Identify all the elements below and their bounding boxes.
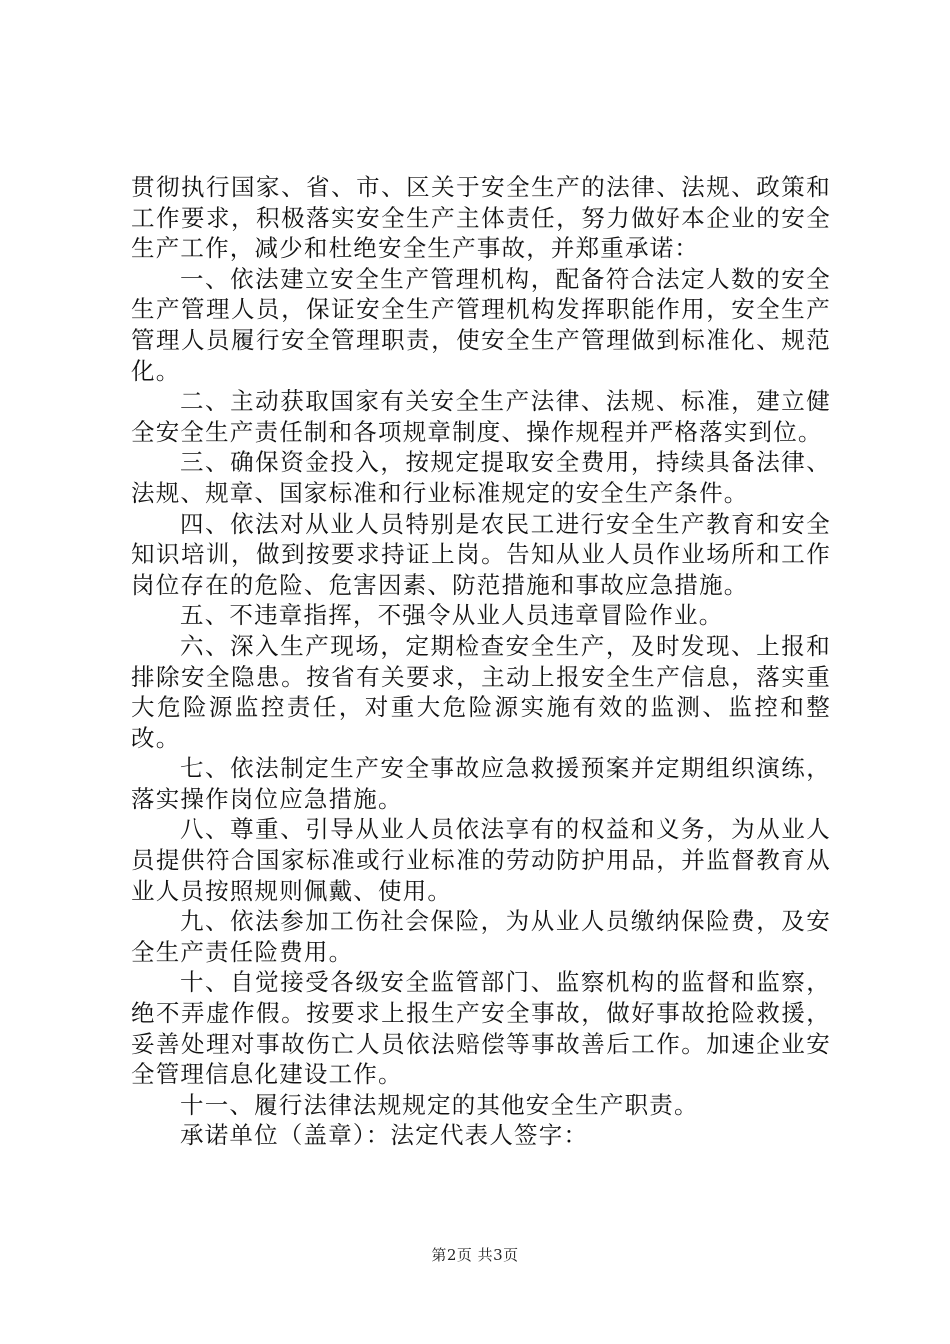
commitment-item-3: 三、确保资金投入，按规定提取安全费用，持续具备法律、法规、规章、国家标准和行业标准规定的安全生产条件。 bbox=[131, 448, 831, 507]
commitment-item-2: 二、主动获取国家有关安全生产法律、法规、标准，建立健全安全生产责任制和各项规章制度、操作规程并严格落实到位。 bbox=[131, 387, 831, 446]
commitment-item-7: 七、依法制定生产安全事故应急救援预案并定期组织演练，落实操作岗位应急措施。 bbox=[131, 754, 831, 813]
commitment-item-10: 十、自觉接受各级安全监管部门、监察机构的监督和监察，绝不弄虚作假。按要求上报生产安全事故，做好事故抢险救援，妥善处理对事故伤亡人员依法赔偿等事故善后工作。加速企业安全管理信息化建设工作。 bbox=[131, 968, 831, 1089]
commitment-item-11: 十一、履行法律法规规定的其他安全生产职责。 bbox=[180, 1090, 699, 1119]
page-footer bbox=[0, 1244, 950, 1265]
commitment-item-5: 五、不违章指挥，不强令从业人员违章冒险作业。 bbox=[180, 601, 724, 630]
signature-line: 承诺单位（盖章）：法定代表人签字： bbox=[180, 1121, 589, 1150]
page-number: 第2页 共3页 bbox=[431, 1246, 519, 1264]
document-body bbox=[131, 172, 831, 1151]
intro-paragraph: 贯彻执行国家、省、市、区关于安全生产的法律、法规、政策和工作要求，积极落实安全生产主体责任，努力做好本企业的安全生产工作，减少和杜绝安全生产事故，并郑重承诺： bbox=[131, 173, 831, 263]
commitment-item-6: 六、深入生产现场，定期检查安全生产，及时发现、上报和排除安全隐患。按省有关要求，主动上报安全生产信息，落实重大危险源监控责任，对重大危险源实施有效的监测、监控和整改。 bbox=[131, 631, 831, 752]
commitment-item-9: 九、依法参加工伤社会保险，为从业人员缴纳保险费，及安全生产责任险费用。 bbox=[131, 907, 831, 966]
commitment-item-1: 一、依法建立安全生产管理机构，配备符合法定人数的安全生产管理人员，保证安全生产管理机构发挥职能作用，安全生产管理人员履行安全管理职责，使安全生产管理做到标准化、规范化。 bbox=[131, 264, 831, 385]
commitment-item-8: 八、尊重、引导从业人员依法享有的权益和义务，为从业人员提供符合国家标准或行业标准的劳动防护用品，并监督教育从业人员按照规则佩戴、使用。 bbox=[131, 815, 831, 905]
commitment-item-4: 四、依法对从业人员特别是农民工进行安全生产教育和安全知识培训，做到按要求持证上岗。告知从业人员作业场所和工作岗位存在的危险、危害因素、防范措施和事故应急措施。 bbox=[131, 509, 831, 599]
